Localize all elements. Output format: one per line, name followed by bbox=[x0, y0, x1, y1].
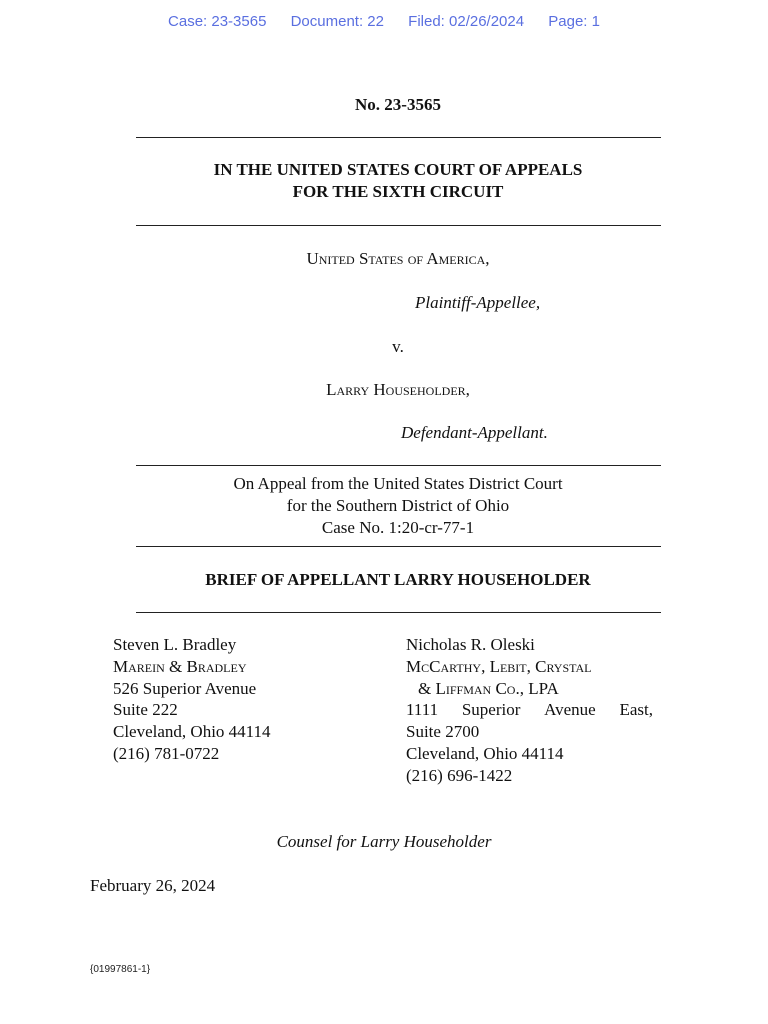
stamp-document: Document: 22 bbox=[290, 13, 384, 30]
appeal-line2: for the Southern District of Ohio bbox=[286, 496, 510, 515]
counsel-right-street bbox=[406, 699, 653, 721]
stamp-filed: Filed: 02/26/2024 bbox=[408, 13, 525, 30]
plaintiff-name: United States of America, bbox=[306, 249, 490, 268]
counsel-left-block bbox=[113, 634, 271, 765]
document-id: {01997861-1} bbox=[90, 964, 151, 975]
case-number: No. 23-3565 bbox=[355, 95, 441, 114]
counsel-right-firm-line2: & Liffman Co., LPA bbox=[418, 678, 559, 698]
court-name bbox=[0, 159, 768, 203]
street-word: Avenue bbox=[544, 700, 596, 720]
divider-rule bbox=[136, 225, 661, 226]
appeal-info bbox=[0, 473, 768, 539]
defendant-role: Defendant-Appellant. bbox=[401, 423, 548, 442]
counsel-right-block bbox=[406, 634, 653, 787]
filing-date: February 26, 2024 bbox=[90, 876, 216, 895]
counsel-right-firm-line1: McCarthy, Lebit, Crystal bbox=[406, 656, 592, 676]
brief-title: BRIEF OF APPELLANT LARRY HOUSEHOLDER bbox=[205, 570, 591, 589]
appeal-line3: Case No. 1:20-cr-77-1 bbox=[321, 518, 475, 537]
counsel-for: Counsel for Larry Householder bbox=[276, 832, 492, 851]
counsel-left-phone: (216) 781-0722 bbox=[113, 743, 220, 763]
divider-rule bbox=[136, 137, 661, 138]
counsel-right-phone: (216) 696-1422 bbox=[406, 765, 513, 785]
street-word: East, bbox=[619, 700, 653, 720]
divider-rule bbox=[136, 546, 661, 547]
stamp-page: Page: 1 bbox=[548, 13, 600, 30]
divider-rule bbox=[136, 465, 661, 466]
court-name-line1: IN THE UNITED STATES COURT OF APPEALS bbox=[213, 160, 583, 179]
counsel-right-suite: Suite 2700 bbox=[406, 722, 480, 742]
ecf-header-stamp bbox=[0, 13, 768, 30]
plaintiff-role: Plaintiff-Appellee, bbox=[415, 293, 541, 312]
counsel-left-name: Steven L. Bradley bbox=[113, 635, 237, 654]
counsel-left-city: Cleveland, Ohio 44114 bbox=[113, 722, 271, 742]
counsel-right-name: Nicholas R. Oleski bbox=[406, 635, 535, 654]
divider-rule bbox=[136, 612, 661, 613]
counsel-left-suite: Suite 222 bbox=[113, 700, 178, 720]
stamp-case: Case: 23-3565 bbox=[168, 13, 267, 30]
counsel-left-street: 526 Superior Avenue bbox=[113, 678, 257, 698]
court-name-line2: FOR THE SIXTH CIRCUIT bbox=[292, 182, 504, 201]
counsel-left-firm: Marein & Bradley bbox=[113, 656, 247, 676]
street-word: Superior bbox=[461, 700, 521, 720]
street-word: 1111 bbox=[406, 700, 439, 720]
versus: v. bbox=[392, 337, 404, 356]
appeal-line1: On Appeal from the United States District Court bbox=[233, 474, 563, 493]
counsel-right-city: Cleveland, Ohio 44114 bbox=[406, 743, 564, 763]
defendant-name: Larry Householder, bbox=[326, 380, 470, 399]
